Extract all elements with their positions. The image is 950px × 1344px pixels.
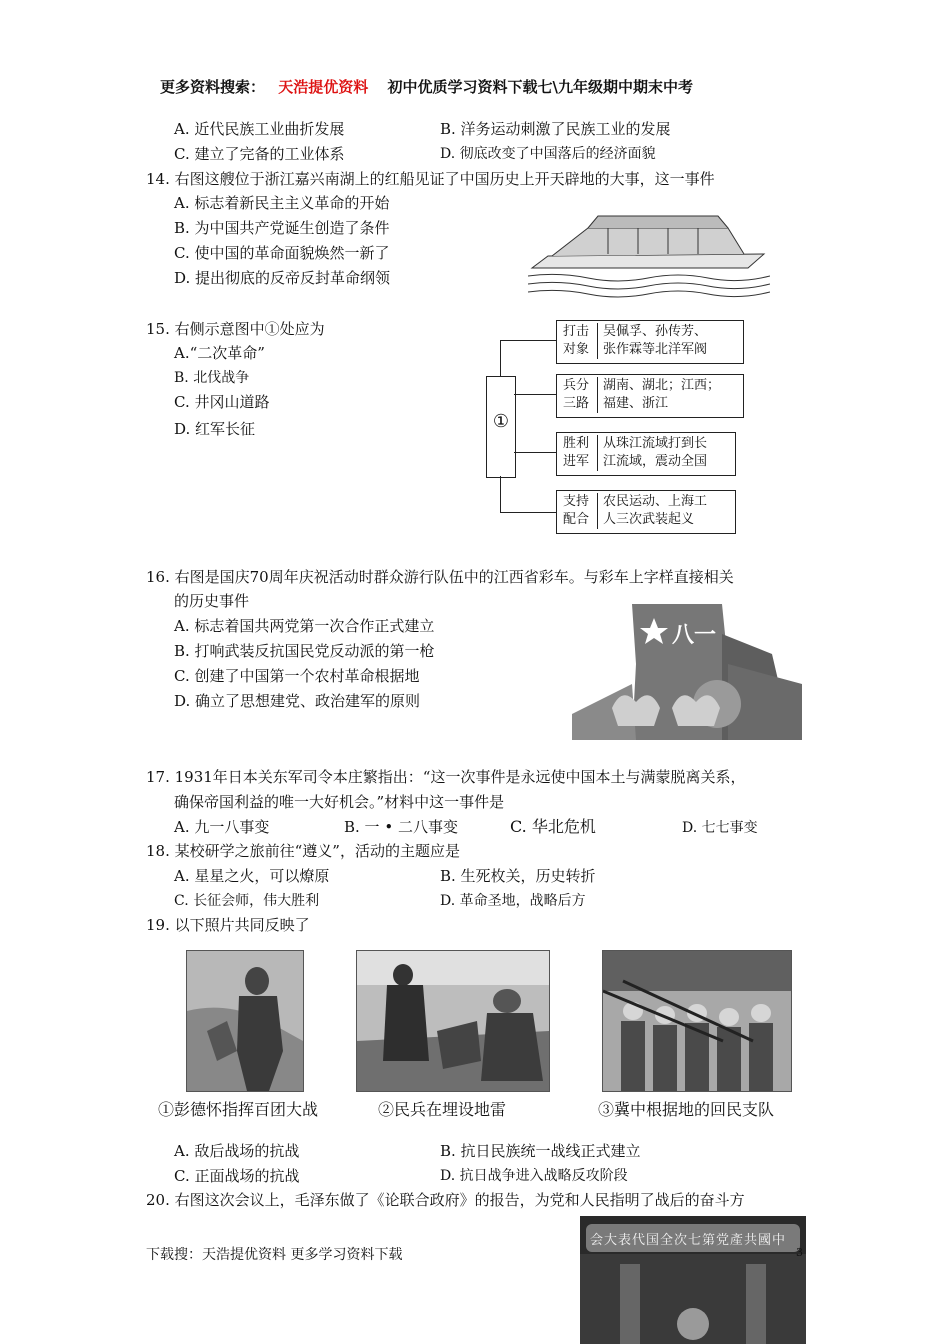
box-label: 三路 bbox=[562, 396, 589, 411]
q18-option-a: A. 星星之火，可以燎原 bbox=[174, 867, 330, 885]
q18-option-b: B. 生死枚关，历史转折 bbox=[440, 867, 596, 885]
q13-option-d: D. 彻底改变了中国落后的经济面貌 bbox=[440, 146, 656, 162]
q16-option-c: C. 创建了中国第一个农村革命根据地 bbox=[174, 667, 420, 685]
q17-option-d: D. 七七事变 bbox=[682, 820, 758, 836]
diagram-connector bbox=[500, 476, 501, 512]
q18-option-d: D. 革命圣地，战略后方 bbox=[440, 893, 586, 909]
box-content: 人三次武装起义 bbox=[603, 512, 695, 527]
box-label: 打击 bbox=[562, 324, 589, 339]
photo-peng-dehuai bbox=[186, 950, 304, 1092]
q13-option-c: C. 建立了完备的工业体系 bbox=[174, 145, 345, 163]
q13-option-b: B. 洋务运动刺激了民族工业的发展 bbox=[440, 120, 671, 138]
q15-option-d: D. 红军长征 bbox=[174, 420, 256, 438]
diagram-connector bbox=[514, 394, 556, 395]
q20-stem: 20. 右图这次会议上，毛泽东做了《论联合政府》的报告，为党和人民指明了战后的奋斗方 bbox=[146, 1191, 745, 1209]
box-content: 江流域，震动全国 bbox=[603, 454, 708, 469]
congress-photo bbox=[580, 1216, 806, 1344]
q14-option-c: C. 使中国的革命面貌焕然一新了 bbox=[174, 244, 390, 262]
box-content: 从珠江流域打到长 bbox=[603, 436, 708, 451]
q17-stem-line1: 17. 1931年日本关东军司令本庄繁指出：“这一次事件是永远使中国本土与满蒙脱离关系， bbox=[146, 768, 746, 786]
diagram-box-support bbox=[556, 490, 736, 534]
box-content: 张作霖等北洋军阀 bbox=[603, 342, 708, 357]
q14-option-b: B. 为中国共产党诞生创造了条件 bbox=[174, 219, 390, 237]
q19-option-d: D. 抗日战争进入战略反攻阶段 bbox=[440, 1168, 628, 1184]
q15-option-b: B. 北伐战争 bbox=[174, 370, 250, 386]
parade-float-photo bbox=[572, 604, 802, 740]
q15-stem: 15. 右侧示意图中①处应为 bbox=[146, 320, 325, 338]
box-content: 湖南、湖北；江西； bbox=[603, 378, 721, 393]
diagram-center-label: ① bbox=[492, 411, 510, 432]
box-label: 配合 bbox=[562, 512, 589, 527]
box-content: 福建、浙江 bbox=[603, 396, 669, 411]
box-content: 吴佩孚、孙传芳、 bbox=[603, 324, 708, 339]
q17-option-b: B. 一 • 二八事变 bbox=[344, 818, 458, 836]
diagram-connector bbox=[500, 512, 556, 513]
diagram-box-routes bbox=[556, 374, 744, 418]
diagram-box-targets bbox=[556, 320, 744, 364]
congress-banner-text: 会大表代国全次七第党產共國中 bbox=[590, 1233, 787, 1248]
q16-option-d: D. 确立了思想建党、政治建军的原则 bbox=[174, 692, 421, 710]
q13-option-a: A. 近代民族工业曲折发展 bbox=[174, 120, 345, 138]
q19-stem: 19. 以下照片共同反映了 bbox=[146, 916, 310, 934]
photo-caption-1: ①彭德怀指挥百团大战 bbox=[158, 1100, 319, 1119]
photo-hui-detachment bbox=[602, 950, 792, 1092]
float-text: 八一 bbox=[672, 623, 717, 648]
header-line bbox=[160, 76, 693, 97]
page-number: 3 bbox=[796, 1246, 803, 1259]
diagram-connector bbox=[514, 452, 556, 453]
box-content: 农民运动、上海工 bbox=[603, 494, 708, 509]
q17-option-a: A. 九一八事变 bbox=[174, 818, 270, 836]
q14-stem: 14. 右图这艘位于浙江嘉兴南湖上的红船见证了中国历史上开天辟地的大事，这一事件 bbox=[146, 170, 715, 188]
q19-option-c: C. 正面战场的抗战 bbox=[174, 1167, 300, 1185]
photo-militia-mines bbox=[356, 950, 550, 1092]
box-label: 胜利 bbox=[562, 436, 589, 451]
q14-option-a: A. 标志着新民主主义革命的开始 bbox=[174, 194, 390, 212]
header-suffix: 初中优质学习资料下载七\九年级期中期末中考 bbox=[387, 78, 693, 96]
q17-option-c: C. 华北危机 bbox=[510, 817, 596, 836]
q16-stem-line2: 的历史事件 bbox=[174, 592, 250, 610]
q15-option-c: C. 井冈山道路 bbox=[174, 393, 270, 411]
q17-stem-line2: 确保帝国利益的唯一大好机会。”材料中这一事件是 bbox=[174, 793, 505, 811]
box-label: 对象 bbox=[562, 342, 589, 357]
box-label: 进军 bbox=[562, 454, 589, 469]
footer-text: 下载搜：天浩提优资料 更多学习资料下载 bbox=[146, 1247, 403, 1263]
q19-option-a: A. 敌后战场的抗战 bbox=[174, 1142, 300, 1160]
diagram-connector bbox=[500, 340, 556, 341]
box-label: 支持 bbox=[562, 494, 589, 509]
q14-option-d: D. 提出彻底的反帝反封革命纲领 bbox=[174, 269, 391, 287]
box-label: 兵分 bbox=[562, 378, 589, 393]
red-boat-image bbox=[528, 198, 770, 298]
diagram-box-victory bbox=[556, 432, 736, 476]
q19-option-b: B. 抗日民族统一战线正式建立 bbox=[440, 1142, 641, 1160]
header-prefix: 更多资料搜索： bbox=[160, 78, 266, 96]
q18-stem: 18. 某校研学之旅前往“遵义”，活动的主题应是 bbox=[146, 842, 460, 860]
header-brand: 天浩提优资料 bbox=[278, 78, 369, 96]
q16-option-a: A. 标志着国共两党第一次合作正式建立 bbox=[174, 617, 435, 635]
q18-option-c: C. 长征会师，伟大胜利 bbox=[174, 893, 320, 909]
q15-option-a: A.“二次革命” bbox=[174, 344, 265, 362]
diagram-connector bbox=[500, 340, 501, 376]
photo-caption-2: ②民兵在埋设地雷 bbox=[378, 1100, 507, 1119]
photo-caption-3: ③冀中根据地的回民支队 bbox=[598, 1100, 775, 1119]
diagram-center-box bbox=[486, 376, 516, 478]
q16-option-b: B. 打响武装反抗国民党反动派的第一枪 bbox=[174, 642, 435, 660]
q16-stem-line1: 16. 右图是国庆70周年庆祝活动时群众游行队伍中的江西省彩车。与彩车上字样直接相关 bbox=[146, 568, 734, 586]
